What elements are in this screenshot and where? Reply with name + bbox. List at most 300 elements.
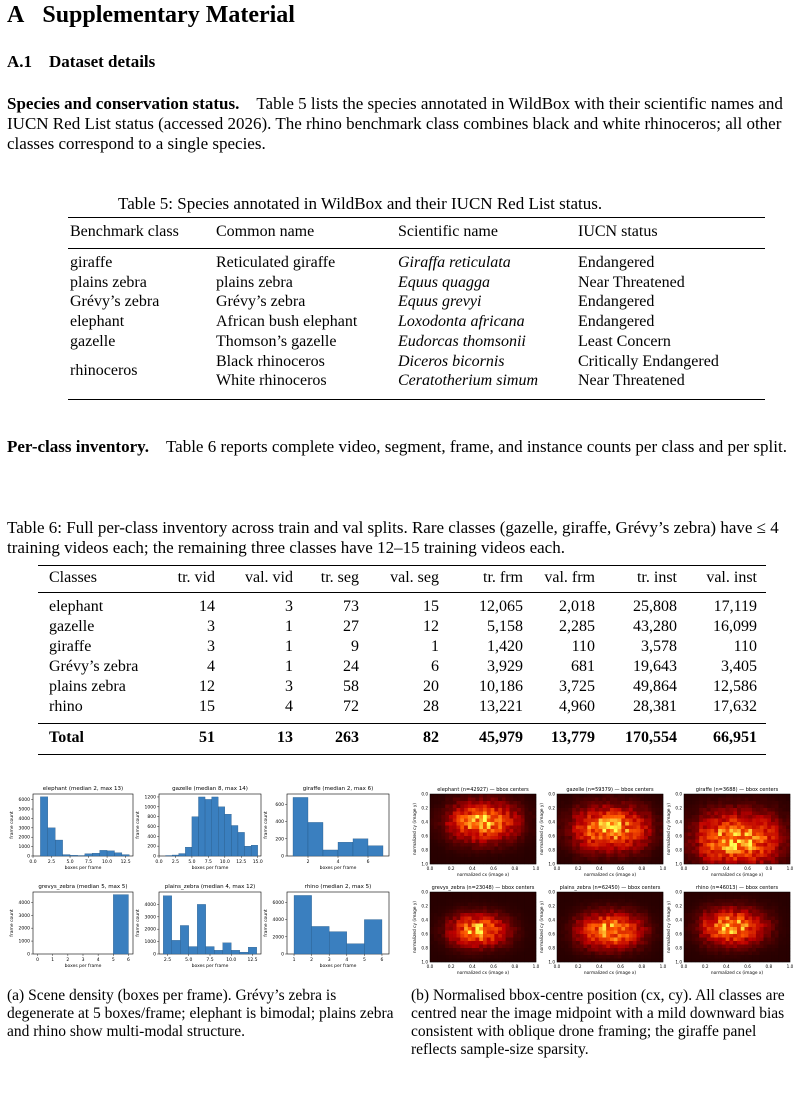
heatmap-cell <box>606 861 610 865</box>
heatmap-cell <box>430 941 434 945</box>
heatmap-cell <box>659 938 663 942</box>
heatmap-cell <box>449 892 453 896</box>
heatmap-cell <box>460 896 464 900</box>
y-tick-label: 1.0 <box>421 959 428 965</box>
heatmap-cell <box>771 903 775 907</box>
heatmap-cell <box>584 899 588 903</box>
heatmap-cell <box>576 850 580 854</box>
heatmap-cell <box>475 959 479 963</box>
heatmap-cell <box>764 826 768 830</box>
heatmap-cell <box>584 801 588 805</box>
heatmap-cell <box>445 910 449 914</box>
heatmap-cell <box>771 843 775 847</box>
heatmap-cell <box>580 801 584 805</box>
heatmap-cell <box>557 899 561 903</box>
heatmap-cell <box>748 808 752 812</box>
heatmap-cell <box>625 815 629 819</box>
heatmap-cell <box>729 847 733 851</box>
heatmap-cell <box>528 826 532 830</box>
heatmap-cell <box>475 906 479 910</box>
heatmap-cell <box>521 906 525 910</box>
heatmap-cell <box>525 822 529 826</box>
heatmap-cell <box>521 917 525 921</box>
histogram-bar <box>70 855 77 856</box>
heatmap-cell <box>692 941 696 945</box>
heatmap-cell <box>637 941 641 945</box>
heatmap-cell <box>655 819 659 823</box>
heatmap-cell <box>568 913 572 917</box>
heatmap-cell <box>756 927 760 931</box>
heatmap-cell <box>568 906 572 910</box>
heatmap-cell <box>510 833 514 837</box>
heatmap-cell <box>779 934 783 938</box>
heatmap-cell <box>568 794 572 798</box>
heatmap-cell <box>733 917 737 921</box>
heatmap-cell <box>580 850 584 854</box>
heatmap-cell <box>475 801 479 805</box>
heatmap-cell <box>625 794 629 798</box>
heatmap-cell <box>438 798 442 802</box>
heatmap-cell <box>528 829 532 833</box>
heatmap-cell <box>726 927 730 931</box>
heatmap-cell <box>528 815 532 819</box>
heatmap-cell <box>487 955 491 959</box>
table6-caption: Table 6: Full per-class inventory across train and val splits. Rare classes (gazelle, giraffe, Grévy’s zebra) have ≤ 4 training videos each; the remaining three classes have 12–15 training videos each. <box>7 518 779 557</box>
heatmap-cell <box>441 805 445 809</box>
heatmap-cell <box>756 896 760 900</box>
heatmap-cell <box>760 798 764 802</box>
heatmap-cell <box>587 794 591 798</box>
heatmap-cell <box>779 917 783 921</box>
heatmap-cell <box>745 920 749 924</box>
heatmap-cell <box>729 941 733 945</box>
heatmap-cell <box>760 857 764 861</box>
heatmap-cell <box>525 819 529 823</box>
heatmap-cell <box>445 892 449 896</box>
heatmap-cell <box>695 815 699 819</box>
heatmap-cell <box>591 829 595 833</box>
heatmap-cell <box>737 924 741 928</box>
heatmap-cell <box>684 920 688 924</box>
heatmap-cell <box>618 829 622 833</box>
heatmap-cell <box>587 955 591 959</box>
heatmap-cell <box>468 959 472 963</box>
heatmap-cell <box>475 913 479 917</box>
heatmap-cell <box>741 938 745 942</box>
heatmap-cell <box>745 927 749 931</box>
heatmap-cell <box>659 840 663 844</box>
heatmap-cell <box>599 899 603 903</box>
heatmap-cell <box>688 938 692 942</box>
heatmap-cell <box>711 840 715 844</box>
heatmap-cell <box>699 948 703 952</box>
heatmap-cell <box>606 948 610 952</box>
heatmap-cell <box>580 924 584 928</box>
heatmap-cell <box>745 850 749 854</box>
heatmap-cell <box>580 892 584 896</box>
heatmap-cell <box>782 906 786 910</box>
heatmap-cell <box>629 829 633 833</box>
heatmap-cell <box>528 924 532 928</box>
heatmap-cell <box>460 927 464 931</box>
heatmap-cell <box>483 840 487 844</box>
heatmap-cell <box>703 843 707 847</box>
heatmap-cell <box>733 931 737 935</box>
heatmap-cell <box>434 826 438 830</box>
histogram-bar <box>172 855 179 856</box>
heatmap-cell <box>557 910 561 914</box>
heatmap-cell <box>510 903 514 907</box>
heatmap-cell <box>434 843 438 847</box>
heatmap-cell <box>779 847 783 851</box>
heatmap-cell <box>775 829 779 833</box>
heatmap-cell <box>748 934 752 938</box>
heatmap-cell <box>517 948 521 952</box>
heatmap-cell <box>718 850 722 854</box>
heatmap-cell <box>718 857 722 861</box>
heatmap-cell <box>494 850 498 854</box>
heatmap-cell <box>707 913 711 917</box>
heatmap-cell <box>479 847 483 851</box>
heatmap-cell <box>722 847 726 851</box>
heatmap-cell <box>528 836 532 840</box>
histogram-bar <box>248 947 257 954</box>
y-tick-label: 1.0 <box>675 959 682 965</box>
heatmap-cell <box>745 924 749 928</box>
heatmap-cell <box>621 920 625 924</box>
heatmap-cell <box>595 861 599 865</box>
heatmap-cell <box>434 857 438 861</box>
heatmap-cell <box>513 959 517 963</box>
heatmap-cell <box>737 798 741 802</box>
heatmap-cell <box>718 854 722 858</box>
heatmap-cell <box>737 945 741 949</box>
heatmap-cell <box>532 952 536 956</box>
heatmap-cell <box>525 945 529 949</box>
heatmap-cell <box>655 924 659 928</box>
heatmap-cell <box>483 847 487 851</box>
heatmap-cell <box>779 833 783 837</box>
heatmap-cell <box>779 920 783 924</box>
heatmap-cell <box>491 861 495 865</box>
heatmap-cell <box>629 850 633 854</box>
heatmap-cell <box>786 812 790 816</box>
x-tick-label: 12.5 <box>247 958 258 963</box>
heatmap-cell <box>587 826 591 830</box>
heatmap-cell <box>430 819 434 823</box>
heatmap-cell <box>521 843 525 847</box>
heatmap-cell <box>695 892 699 896</box>
heatmap-cell <box>640 836 644 840</box>
heatmap-cell <box>532 861 536 865</box>
heatmap-cell <box>568 826 572 830</box>
heatmap-cell <box>483 938 487 942</box>
heatmap-cell <box>487 826 491 830</box>
heatmap-cell <box>648 934 652 938</box>
heatmap-cell <box>580 938 584 942</box>
heatmap-cell <box>487 931 491 935</box>
heatmap-cell <box>688 847 692 851</box>
heatmap-cell <box>745 959 749 963</box>
heatmap-cell <box>521 959 525 963</box>
heatmap-cell <box>688 843 692 847</box>
heatmap-cell <box>748 794 752 798</box>
heatmap-cell <box>644 822 648 826</box>
heatmap-cell <box>722 833 726 837</box>
heatmap-cell <box>748 903 752 907</box>
heatmap-cell <box>771 836 775 840</box>
heatmap-cell <box>491 896 495 900</box>
heatmap-cell <box>741 906 745 910</box>
heatmap-cell <box>502 959 506 963</box>
heatmap-cell <box>557 927 561 931</box>
heatmap-cell <box>779 948 783 952</box>
heatmap-cell <box>502 924 506 928</box>
heatmap-cell <box>513 801 517 805</box>
heatmap-cell <box>718 805 722 809</box>
heatmap-cell <box>517 798 521 802</box>
heatmap-cell <box>487 910 491 914</box>
heatmap-cell <box>722 948 726 952</box>
heatmap-cell <box>517 843 521 847</box>
heatmap-cell <box>587 927 591 931</box>
table5-cell: Endangered <box>578 313 655 331</box>
heatmap-cell <box>464 840 468 844</box>
heatmap-cell <box>513 906 517 910</box>
heatmap-cell <box>756 857 760 861</box>
heatmap-cell <box>695 931 699 935</box>
heatmap-cell <box>655 892 659 896</box>
heatmap-cell <box>741 959 745 963</box>
table5-cell: Thomson’s gazelle <box>216 332 337 350</box>
heatmap-cell <box>513 836 517 840</box>
heatmap-cell <box>606 857 610 861</box>
heatmap-cell <box>434 941 438 945</box>
heatmap-cell <box>652 910 656 914</box>
heatmap-cell <box>568 892 572 896</box>
table6-row-cell: 28 <box>423 698 439 715</box>
heatmap-cell <box>688 819 692 823</box>
heatmap-cell <box>479 903 483 907</box>
x-tick-label: 0.0 <box>553 964 561 969</box>
table5-cell: Endangered <box>578 254 655 271</box>
heatmap-cell <box>718 931 722 935</box>
heatmap-cell <box>722 861 726 865</box>
table6-row-cell: 1 <box>285 638 293 655</box>
heatmap-cell <box>659 931 663 935</box>
heatmap-cell <box>483 934 487 938</box>
heatmap-cell <box>434 896 438 900</box>
heatmap-cell <box>782 819 786 823</box>
heatmap-cell <box>729 829 733 833</box>
heatmap-cell <box>752 794 756 798</box>
heatmap-cell <box>618 955 622 959</box>
heatmap-cell <box>595 924 599 928</box>
heatmap-cell <box>591 910 595 914</box>
heatmap-cell <box>745 955 749 959</box>
heatmap-cell <box>521 920 525 924</box>
heatmap-cell <box>726 850 730 854</box>
heatmap-cell <box>472 955 476 959</box>
heatmap-cell <box>629 861 633 865</box>
heatmap-cell <box>472 903 476 907</box>
heatmap-cell <box>602 812 606 816</box>
heatmap-cell <box>760 861 764 865</box>
heatmap-cell <box>502 819 506 823</box>
heatmap-cell <box>652 941 656 945</box>
heatmap-cell <box>752 938 756 942</box>
histogram-bar <box>206 947 215 954</box>
heatmap-cell <box>629 934 633 938</box>
heatmap-cell <box>498 808 502 812</box>
heatmap-cell <box>644 826 648 830</box>
heatmap-cell <box>659 822 663 826</box>
heatmap-cell <box>752 861 756 865</box>
heatmap-cell <box>764 896 768 900</box>
heatmap-cell <box>699 833 703 837</box>
heatmap-cell <box>445 836 449 840</box>
heatmap-cell <box>714 854 718 858</box>
heatmap-cell <box>506 798 510 802</box>
heatmap-cell <box>464 906 468 910</box>
heatmap-cell <box>767 815 771 819</box>
heatmap-cell <box>479 854 483 858</box>
heatmap-cell <box>498 861 502 865</box>
heatmap-cell <box>483 899 487 903</box>
table6-total-cell: 263 <box>335 729 359 746</box>
heatmap-cell <box>764 857 768 861</box>
heatmap-cell <box>599 892 603 896</box>
heatmap-cell <box>438 910 442 914</box>
heatmap-cell <box>764 913 768 917</box>
heatmap-cell <box>652 854 656 858</box>
heatmap-cell <box>606 801 610 805</box>
heatmap-cell <box>483 805 487 809</box>
heatmap-cell <box>475 861 479 865</box>
heatmap-cell <box>688 822 692 826</box>
heatmap-cell <box>741 819 745 823</box>
heatmap-cell <box>699 861 703 865</box>
heatmap-cell <box>633 847 637 851</box>
heatmap-cell <box>637 920 641 924</box>
heatmap-cell <box>782 805 786 809</box>
heatmap-cell <box>692 829 696 833</box>
table5-cell: Near Threatened <box>578 273 685 291</box>
heatmap-cell <box>718 826 722 830</box>
heatmap-cell <box>572 917 576 921</box>
heatmap-cell <box>633 931 637 935</box>
x-tick-label: 1.0 <box>659 964 667 969</box>
heatmap-cell <box>525 910 529 914</box>
heatmap-cell <box>591 840 595 844</box>
heatmap-cell <box>521 857 525 861</box>
heatmap-cell <box>487 899 491 903</box>
heatmap-cell <box>464 927 468 931</box>
histogram-bar <box>48 828 55 856</box>
heatmap-cell <box>614 812 618 816</box>
heatmap-cell <box>786 815 790 819</box>
heatmap-cell <box>460 850 464 854</box>
heatmap-cell <box>625 934 629 938</box>
heatmap-cell <box>644 927 648 931</box>
heatmap-cell <box>606 913 610 917</box>
heatmap-cell <box>633 945 637 949</box>
heatmap-cell <box>568 843 572 847</box>
heatmap-cell <box>483 920 487 924</box>
heatmap-cell <box>557 913 561 917</box>
heatmap-cell <box>714 805 718 809</box>
heatmap-cell <box>707 927 711 931</box>
heatmap-cell <box>494 798 498 802</box>
heatmap-cell <box>525 843 529 847</box>
heatmap-cell <box>629 927 633 931</box>
heatmap-cell <box>453 850 457 854</box>
heatmap-cell <box>457 843 461 847</box>
heatmap-cell <box>532 843 536 847</box>
heatmap-cell <box>494 805 498 809</box>
heatmap-cell <box>591 906 595 910</box>
histogram-bar <box>329 932 347 954</box>
heatmap-cell <box>561 833 565 837</box>
heatmap-cell <box>775 906 779 910</box>
heatmap-cell <box>568 833 572 837</box>
table5-cell: Critically Endangered <box>578 352 719 370</box>
y-tick-label: 3000 <box>18 826 30 832</box>
heatmap-cell <box>472 920 476 924</box>
heatmap-cell <box>707 836 711 840</box>
y-tick-label: 0.2 <box>421 903 428 909</box>
heatmap-cell <box>576 808 580 812</box>
heatmap-cell <box>688 934 692 938</box>
heatmap-cell <box>729 903 733 907</box>
histogram-panel <box>263 786 389 871</box>
heatmap-cell <box>521 896 525 900</box>
heatmap-cell <box>652 938 656 942</box>
heatmap-cell <box>610 850 614 854</box>
heatmap-cell <box>699 798 703 802</box>
heatmap-cell <box>614 927 618 931</box>
heatmap-cell <box>707 910 711 914</box>
heatmap-cell <box>445 952 449 956</box>
heatmap-cell <box>726 840 730 844</box>
heatmap-cell <box>644 854 648 858</box>
table6-row-cell: 20 <box>423 678 439 695</box>
heatmap-cell <box>714 959 718 963</box>
heatmap-cell <box>726 948 730 952</box>
heatmap-cell <box>453 812 457 816</box>
heatmap-cell <box>760 805 764 809</box>
heatmap-cell <box>618 913 622 917</box>
x-tick-label: 7.5 <box>206 958 214 963</box>
heatmap-cell <box>625 808 629 812</box>
heatmap-cell <box>595 892 599 896</box>
heatmap-cell <box>695 955 699 959</box>
y-tick-label: 600 <box>147 824 156 830</box>
heatmap-cell <box>648 840 652 844</box>
heatmap-cell <box>521 801 525 805</box>
heatmap-cell <box>525 892 529 896</box>
heatmap-cell <box>532 913 536 917</box>
heatmap-cell <box>756 931 760 935</box>
heatmap-cell <box>752 815 756 819</box>
heatmap-cell <box>498 941 502 945</box>
heatmap-cell <box>521 934 525 938</box>
heatmap-cell <box>703 899 707 903</box>
heatmap-cell <box>430 840 434 844</box>
heatmap-cell <box>491 920 495 924</box>
heatmap-cell <box>441 913 445 917</box>
table6-row-cell: elephant <box>49 598 104 615</box>
